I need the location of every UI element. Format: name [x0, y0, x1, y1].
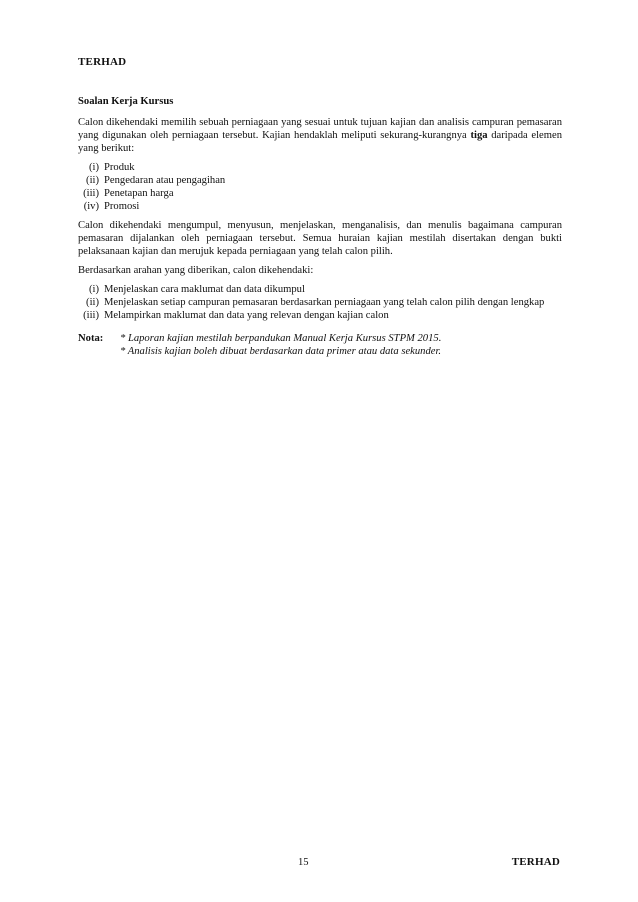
list-item-number: (ii): [86, 297, 99, 308]
note-label: Nota:: [78, 333, 104, 344]
intro-text-part2: daripada elemen yang berikut:: [78, 130, 562, 154]
list-item: [78, 161, 562, 174]
instructions-paragraph: Calon dikehendaki mengumpul, menyusun, menjelaskan, menganalisis, dan menulis bagaimana campuran pemasaran dijalankan oleh perniagaan tersebut. Semua huraian kajian mestilah disertakan dengan bukti pelaksanaan kajian dan merujuk kepada perniagaan yang telah calon pilih.: [78, 220, 562, 257]
list-item: [78, 187, 562, 200]
document-body: [78, 95, 562, 358]
note-block: [78, 332, 562, 358]
intro-text-part1: Calon dikehendaki memilih sebuah perniagaan yang sesuai untuk tujuan kajian dan analisis campuran pemasaran yang digunakan oleh perniagaan tersebut. Kajian hendaklah meliputi sekurang-kurangnya: [78, 117, 562, 141]
list-item-number: (iii): [83, 188, 99, 199]
page-number: 15: [298, 857, 309, 868]
list-item: [78, 200, 562, 213]
list-item-text: Promosi: [104, 201, 140, 212]
intro-emphasis: tiga: [470, 130, 488, 141]
classification-footer: TERHAD: [511, 856, 560, 868]
list-item-number: (i): [89, 284, 99, 295]
list-item-text: Menjelaskan cara maklumat dan data dikumpul: [104, 284, 305, 295]
list-item: [78, 296, 562, 309]
classification-header: TERHAD: [78, 56, 127, 68]
note-line: * Laporan kajian mestilah berpandukan Manual Kerja Kursus STPM 2015.: [120, 333, 442, 344]
element-list: [78, 161, 562, 213]
list-item-text: Produk: [104, 162, 135, 173]
list-item: [78, 283, 562, 296]
intro-paragraph: [78, 116, 562, 155]
note-line: * Analisis kajian boleh dibuat berdasarkan data primer atau data sekunder.: [120, 346, 442, 357]
list-item-number: (iv): [83, 201, 99, 212]
list-item: [78, 174, 562, 187]
list-item-text: Penetapan harga: [104, 188, 174, 199]
list-item-text: Melampirkan maklumat dan data yang relevan dengan kajian calon: [104, 310, 389, 321]
list-item-number: (ii): [86, 175, 99, 186]
list-item-text: Menjelaskan setiap campuran pemasaran berdasarkan perniagaan yang telah calon pilih dengan lengkap: [104, 297, 545, 308]
list-item-number: (i): [89, 162, 99, 173]
section-title: Soalan Kerja Kursus: [78, 96, 174, 107]
task-intro-paragraph: Berdasarkan arahan yang diberikan, calon dikehendaki:: [78, 265, 314, 276]
note-lines: [120, 332, 562, 358]
list-item-number: (iii): [83, 310, 99, 321]
task-list: [78, 283, 562, 322]
list-item: [78, 309, 562, 322]
list-item-text: Pengedaran atau pengagihan: [104, 175, 226, 186]
